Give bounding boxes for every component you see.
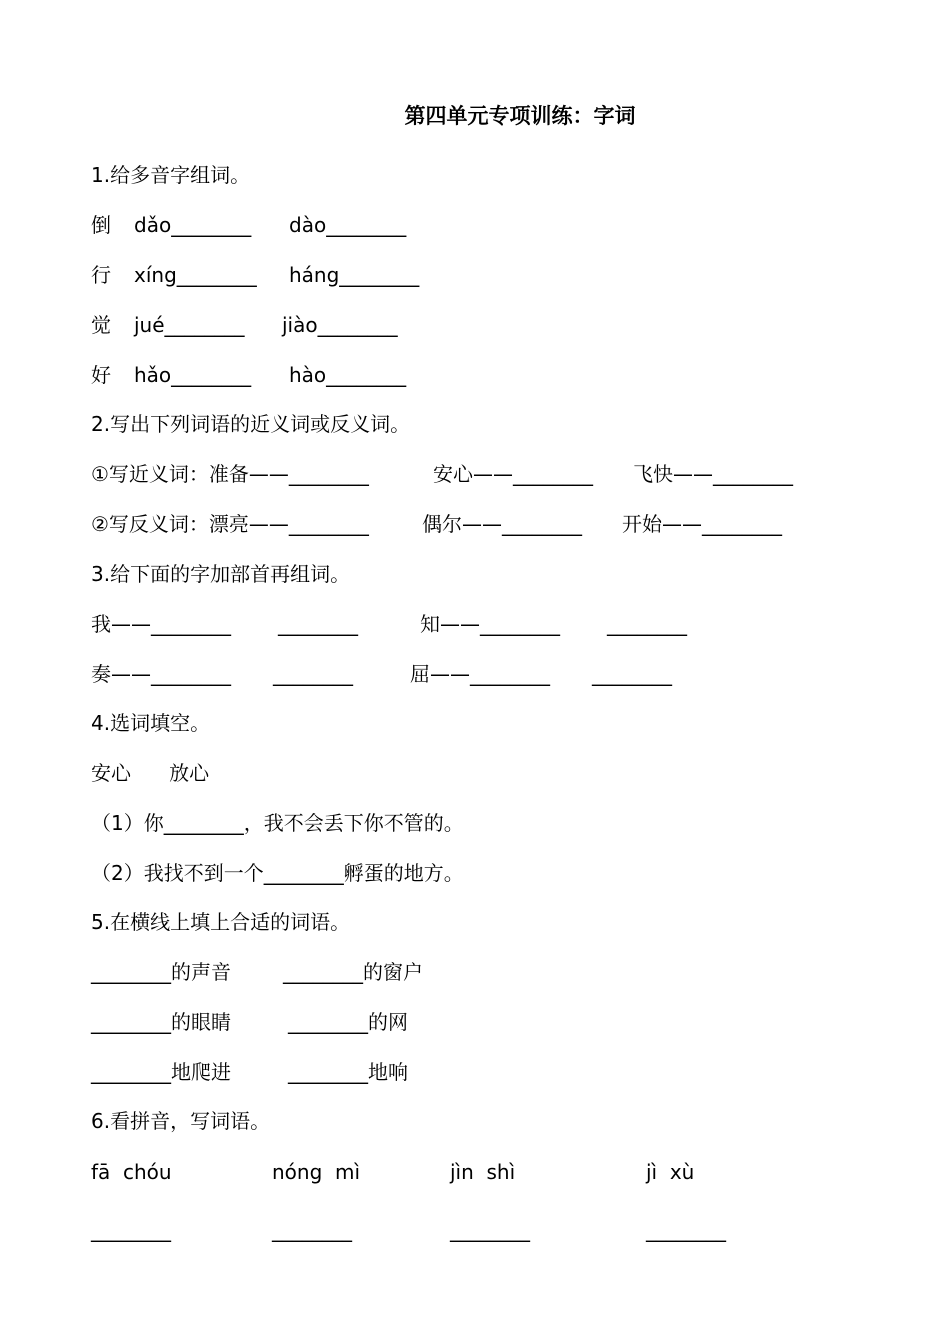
q1-pinyin-2: jiào________ [282,313,398,337]
q5-item-b: ________地响 [288,1060,408,1084]
q3-item-b: ________ [273,662,353,686]
q3-item-a: 我——________ [91,612,231,636]
q4-sentence-2: （2）我找不到一个________孵蛋的地方。 [91,861,464,885]
q5-item-b: ________的网 [288,1010,408,1034]
q6-blank: ________ [91,1218,171,1242]
q3-item-d: ________ [607,612,687,636]
q2-synonym-b: 安心——________ [433,462,593,486]
q1-char: 觉 [91,313,111,337]
q5-item-a: ________的声音 [91,960,231,984]
q1-pinyin-2: háng________ [289,263,420,287]
q1-pinyin-1: jué________ [134,313,245,337]
q5-item-a: ________的眼睛 [91,1010,231,1034]
q2-synonym-a: ①写近义词：准备——________ [91,462,369,486]
page-title: 第四单元专项训练：字词 [404,104,636,128]
q3-item-c: 知——________ [420,612,560,636]
q5-heading: 5.在横线上填上合适的词语。 [91,910,351,934]
q1-pinyin-2: hào________ [289,363,407,387]
q1-char: 好 [91,363,111,387]
q6-blank: ________ [272,1218,352,1242]
q3-item-c: 屈——________ [410,662,550,686]
q1-char: 倒 [91,213,111,237]
q1-char: 行 [91,263,111,287]
q1-heading: 1.给多音字组词。 [91,163,251,187]
q2-heading: 2.写出下列词语的近义词或反义词。 [91,412,411,436]
q3-item-d: ________ [592,662,672,686]
q6-pinyin: fā chóu [91,1160,172,1184]
q2-synonym-c: 飞快——________ [633,462,793,486]
q2-antonym-a: ②写反义词：漂亮——________ [91,512,369,536]
q1-pinyin-1: dǎo________ [134,213,252,237]
q1-pinyin-1: hǎo________ [134,363,252,387]
q3-heading: 3.给下面的字加部首再组词。 [91,562,351,586]
q4-sentence-1: （1）你________，我不会丢下你不管的。 [91,811,464,835]
q6-pinyin: jì xù [646,1160,695,1184]
q2-antonym-c: 开始——________ [622,512,782,536]
q4-options: 安心 放心 [91,761,210,785]
q6-heading: 6.看拼音，写词语。 [91,1109,271,1133]
q1-pinyin-2: dào________ [289,213,407,237]
q3-item-b: ________ [278,612,358,636]
q6-pinyin: nóng mì [272,1160,361,1184]
q6-pinyin: jìn shì [450,1160,516,1184]
q6-blank: ________ [450,1218,530,1242]
q2-antonym-b: 偶尔——________ [422,512,582,536]
q5-item-b: ________的窗户 [283,960,423,984]
q4-heading: 4.选词填空。 [91,711,211,735]
q6-blank: ________ [646,1218,726,1242]
q3-item-a: 奏——________ [91,662,231,686]
q5-item-a: ________地爬进 [91,1060,231,1084]
q1-pinyin-1: xíng________ [134,263,257,287]
